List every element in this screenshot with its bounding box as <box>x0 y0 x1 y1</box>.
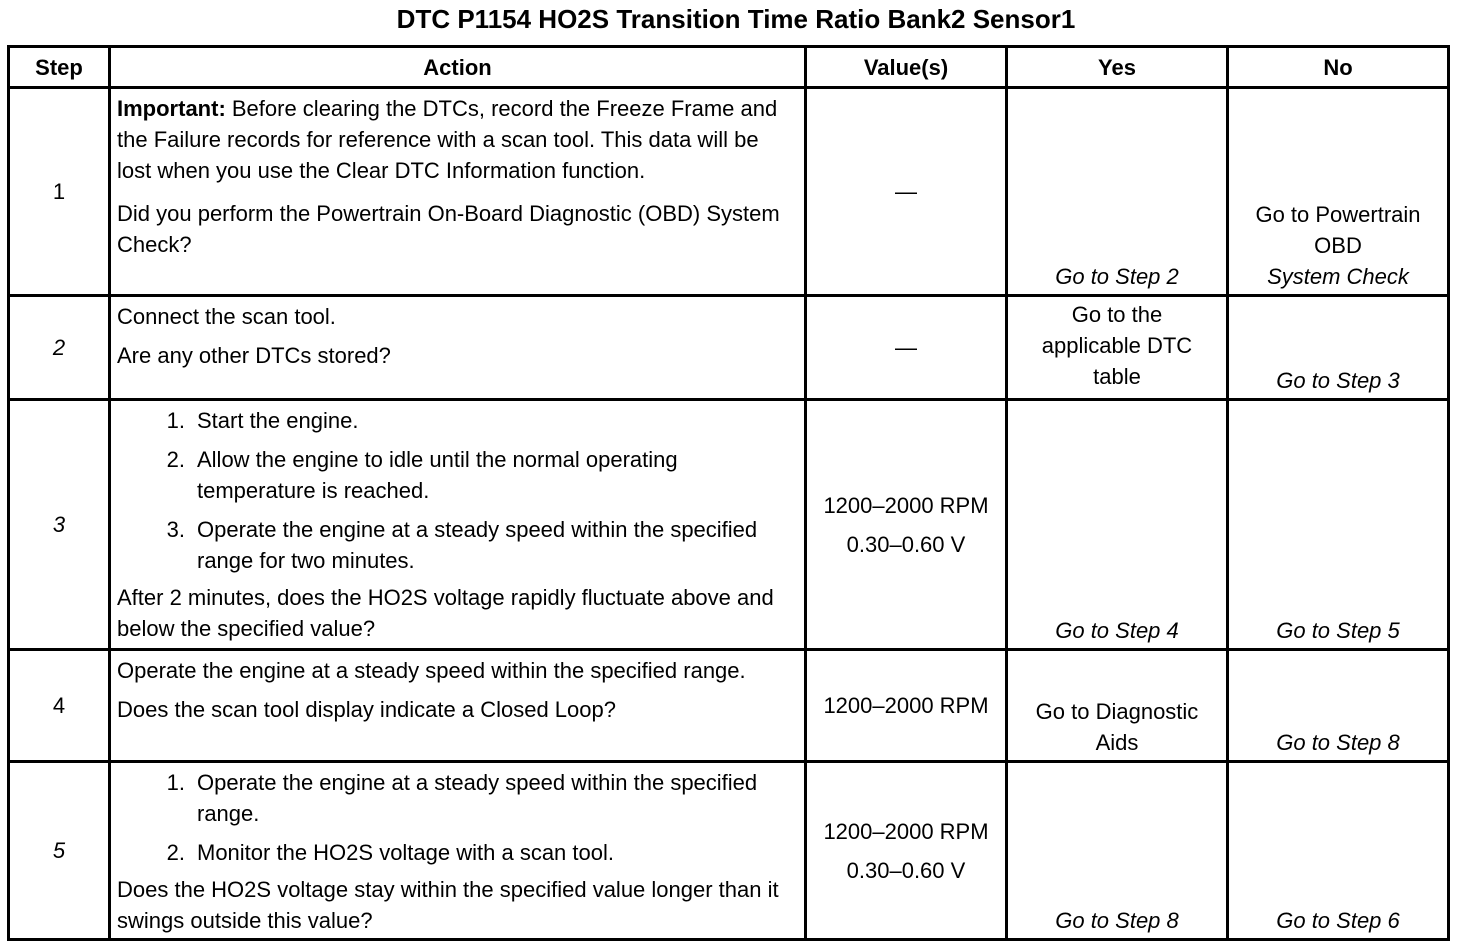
list-item: 1. Operate the engine at a steady speed within the specified range. <box>166 770 758 826</box>
no-link-italic[interactable]: System Check <box>1267 264 1409 289</box>
no-link-text[interactable]: Go to Powertrain OBD <box>1255 202 1421 258</box>
action-text: Operate the engine at a steady speed within the specified range. <box>117 658 746 683</box>
action-cell <box>110 400 806 650</box>
important-label: Important: <box>117 96 226 121</box>
action-cell <box>110 88 806 296</box>
action-cell <box>110 762 806 940</box>
list-item: 2. Monitor the HO2S voltage with a scan tool. <box>166 840 614 865</box>
table-header-row <box>9 47 1449 88</box>
yes-cell <box>1007 650 1228 762</box>
no-cell <box>1228 762 1449 940</box>
yes-link[interactable]: Go to the applicable DTC table <box>1041 302 1193 389</box>
yes-link[interactable]: Go to Step 4 <box>1055 618 1179 643</box>
header-yes: Yes <box>1007 47 1228 88</box>
table-row <box>9 762 1449 940</box>
value-text: 0.30–0.60 V <box>846 857 966 883</box>
value-text: — <box>895 335 917 360</box>
value-text: — <box>895 179 917 204</box>
header-step: Step <box>9 47 110 88</box>
yes-link[interactable]: Go to Step 2 <box>1055 264 1179 289</box>
diagnostic-table <box>7 45 1450 941</box>
table-row <box>9 88 1449 296</box>
action-question: Does the scan tool display indicate a Closed Loop? <box>117 697 616 722</box>
value-text: 1200–2000 RPM <box>823 818 989 844</box>
step-number: 2 <box>9 296 110 400</box>
values-cell <box>806 762 1007 940</box>
important-text: Before clearing the DTCs, record the Freeze Frame and the Failure records for reference with a scan tool. This data will be lost when you use the Clear DTC Information function. <box>117 96 778 183</box>
yes-link[interactable]: Go to Step 8 <box>1055 908 1179 933</box>
action-cell <box>110 650 806 762</box>
yes-cell <box>1007 296 1228 400</box>
no-cell <box>1228 296 1449 400</box>
action-question: Does the HO2S voltage stay within the specified value longer than it swings outside this value? <box>117 877 779 933</box>
important-note <box>117 93 784 186</box>
action-steps-list <box>117 405 784 576</box>
values-cell <box>806 88 1007 296</box>
value-text: 1200–2000 RPM <box>823 492 989 518</box>
header-no: No <box>1228 47 1449 88</box>
no-link[interactable]: Go to Step 8 <box>1276 730 1400 755</box>
step-number: 3 <box>9 400 110 650</box>
action-text: Connect the scan tool. <box>117 304 336 329</box>
action-steps-list <box>117 767 784 868</box>
values-cell <box>806 650 1007 762</box>
no-cell <box>1228 400 1449 650</box>
table-row <box>9 296 1449 400</box>
list-item: 1. Start the engine. <box>166 408 359 433</box>
step-number: 5 <box>9 762 110 940</box>
no-cell <box>1228 650 1449 762</box>
values-cell <box>806 296 1007 400</box>
no-link[interactable]: Go to Step 6 <box>1276 908 1400 933</box>
value-text: 0.30–0.60 V <box>846 531 966 557</box>
action-cell <box>110 296 806 400</box>
yes-link[interactable]: Go to Diagnostic Aids <box>1035 699 1199 755</box>
action-question: Did you perform the Powertrain On-Board Diagnostic (OBD) System Check? <box>117 201 780 257</box>
page-title: DTC P1154 HO2S Transition Time Ratio Bank2 Sensor1 <box>396 4 1076 34</box>
step-number: 4 <box>9 650 110 762</box>
yes-cell <box>1007 762 1228 940</box>
step-number: 1 <box>9 88 110 296</box>
header-action: Action <box>110 47 806 88</box>
table-row <box>9 650 1449 762</box>
values-cell <box>806 400 1007 650</box>
list-item: 2. Allow the engine to idle until the normal operating temperature is reached. <box>166 447 678 503</box>
value-text: 1200–2000 RPM <box>823 693 989 718</box>
yes-cell <box>1007 400 1228 650</box>
header-values: Value(s) <box>806 47 1007 88</box>
yes-cell <box>1007 88 1228 296</box>
no-link[interactable]: Go to Step 5 <box>1276 618 1400 643</box>
action-question: Are any other DTCs stored? <box>117 343 391 368</box>
no-cell <box>1228 88 1449 296</box>
no-link[interactable]: Go to Step 3 <box>1276 368 1400 393</box>
action-question: After 2 minutes, does the HO2S voltage rapidly fluctuate above and below the specified value? <box>117 585 774 641</box>
list-item: 3. Operate the engine at a steady speed within the specified range for two minutes. <box>166 517 758 573</box>
table-row <box>9 400 1449 650</box>
